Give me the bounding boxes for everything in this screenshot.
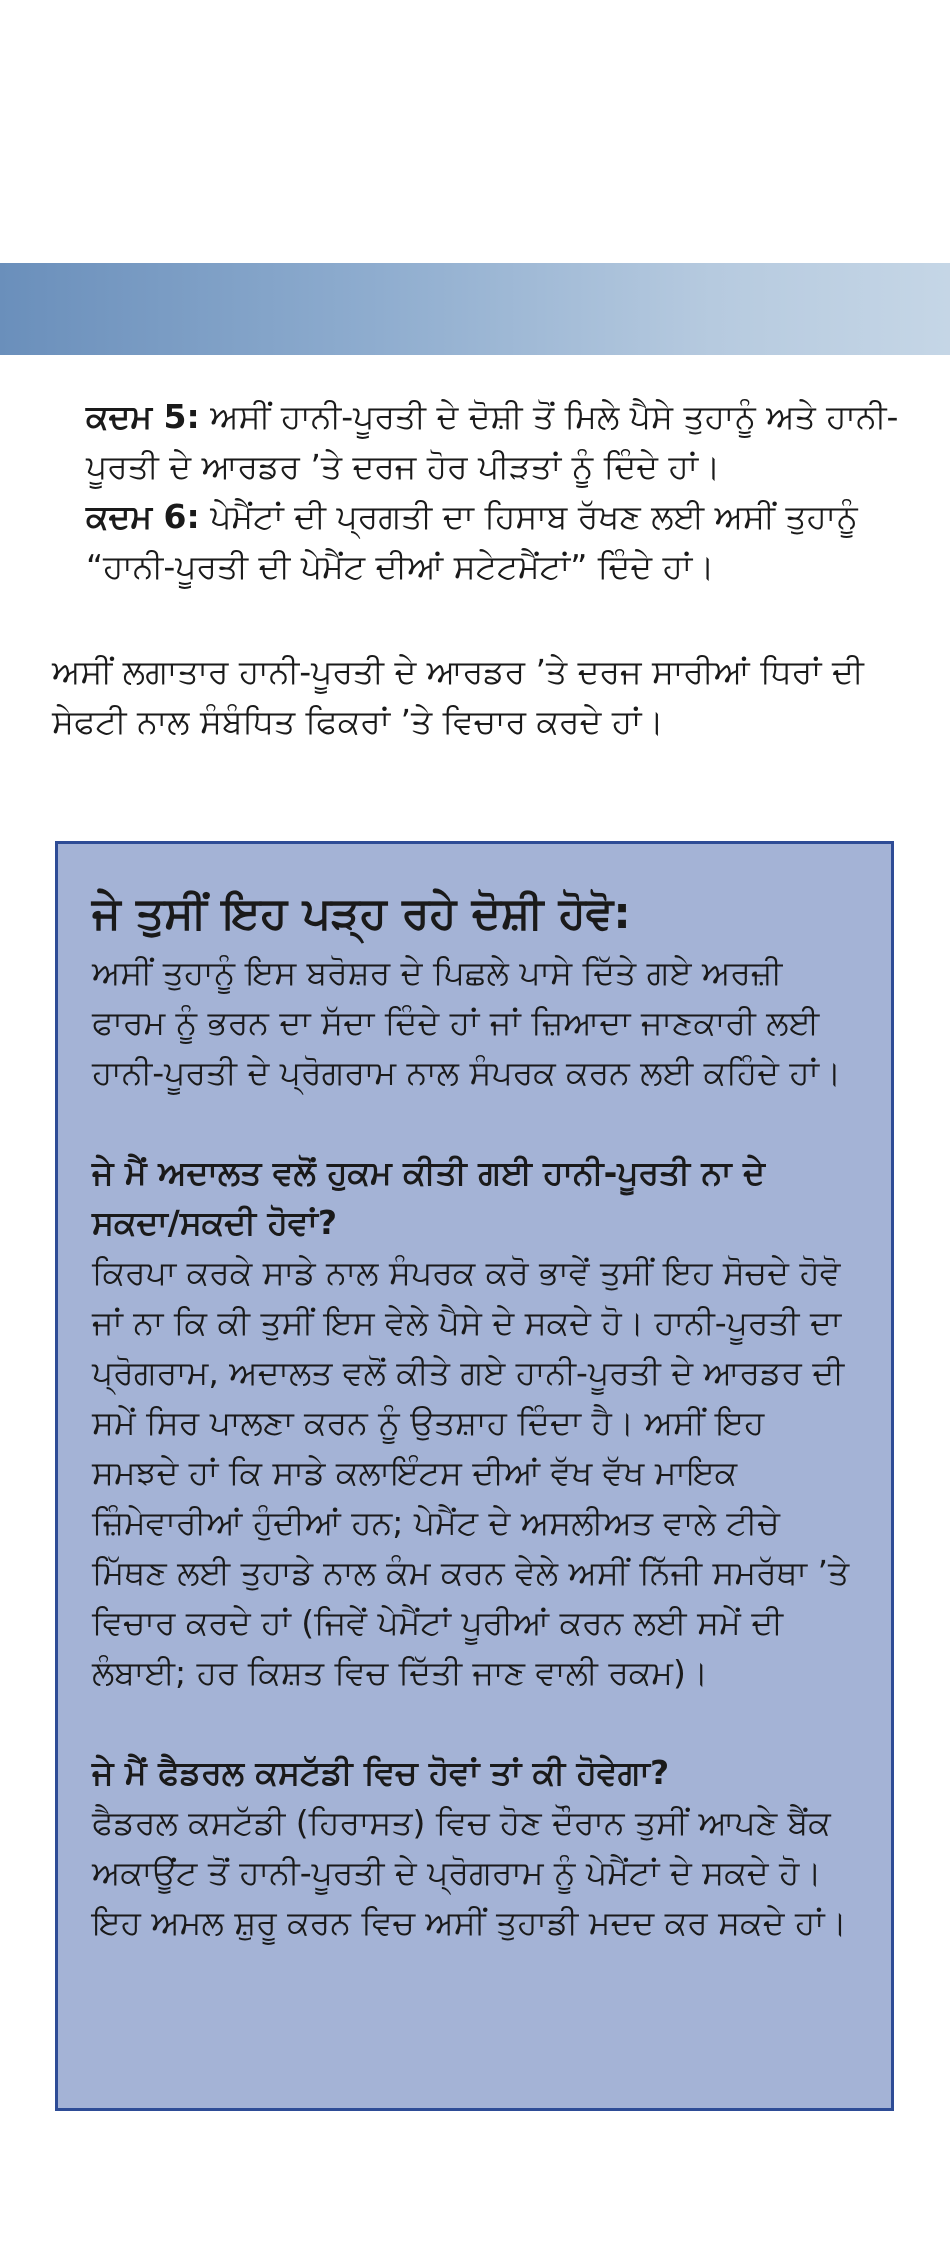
question-1-answer: ਕਿਰਪਾ ਕਰਕੇ ਸਾਡੇ ਨਾਲ ਸੰਪਰਕ ਕਰੋ ਭਾਵੇਂ ਤੁਸੀਂ ਇਹ ਸੋਚਦੇ ਹੋਵੋ ਜਾਂ ਨਾ ਕਿ ਕੀ ਤੁਸੀਂ ਇਸ ਵੇਲੇ ਪੈਸੇ ਦੇ ਸਕਦੇ ਹੋ। ਹਾਨੀ-ਪੂਰਤੀ ਦਾ ਪ੍ਰੋਗਰਾਮ, ਅਦਾਲਤ ਵਲੋਂ ਕੀਤੇ ਗਏ ਹਾਨੀ-ਪੂਰਤੀ ਦੇ ਆਰਡਰ ਦੀ ਸਮੇਂ ਸਿਰ ਪਾਲਣਾ ਕਰਨ ਨੂੰ ਉਤਸ਼ਾਹ ਦਿੰਦਾ ਹੈ। ਅਸੀਂ ਇਹ ਸਮਝਦੇ ਹਾਂ ਕਿ ਸਾਡੇ ਕਲਾਇੰਟਸ ਦੀਆਂ ਵੱਖ ਵੱਖ ਮਾਇਕ ਜ਼ਿੰਮੇਵਾਰੀਆਂ ਹੁੰਦੀਆਂ ਹਨ; ਪੇਮੈਂਟ ਦੇ ਅਸਲੀਅਤ ਵਾਲੇ ਟੀਚੇ ਮਿੱਥਣ ਲਈ ਤੁਹਾਡੇ ਨਾਲ ਕੰਮ ਕਰਨ ਵੇਲੇ ਅਸੀਂ ਨਿੱਜੀ ਸਮਰੱਥਾ ’ਤੇ ਵਿਚਾਰ ਕਰਦੇ ਹਾਂ (ਜਿਵੇਂ ਪੇਮੈਂਟਾਂ ਪੂਰੀਆਂ ਕਰਨ ਲਈ ਸਮੇਂ ਦੀ ਲੰਬਾਈ; ਹਰ ਕਿਸ਼ਤ ਵਿਚ ਦਿੱਤੀ ਜਾਣ ਵਾਲੀ ਰਕਮ)। <box>92 1253 850 1692</box>
box-title: ਜੇ ਤੁਸੀਂ ਇਹ ਪੜ੍ਹ ਰਹੇ ਦੋਸ਼ੀ ਹੋਵੋ: <box>92 888 631 939</box>
header-color-band <box>0 263 950 355</box>
question-2-heading: ਜੇ ਮੈਂ ਫੈਡਰਲ ਕਸਟੱਡੀ ਵਿਚ ਹੋਵਾਂ ਤਾਂ ਕੀ ਹੋਵੇਗਾ? <box>92 1753 670 1792</box>
step-5-label: ਕਦਮ 5: <box>86 397 200 436</box>
step-6-label: ਕਦਮ 6: <box>86 497 200 536</box>
offender-info-box <box>55 841 894 2111</box>
step-5 <box>86 392 906 492</box>
step-6 <box>86 492 906 592</box>
step-6-text: ਪੇਮੈਂਟਾਂ ਦੀ ਪ੍ਰਗਤੀ ਦਾ ਹਿਸਾਬ ਰੱਖਣ ਲਈ ਅਸੀਂ ਤੁਹਾਨੂੰ “ਹਾਨੀ-ਪੂਰਤੀ ਦੀ ਪੇਮੈਂਟ ਦੀਆਂ ਸਟੇਟਮੈਂਟਾਂ” ਦਿੰਦੇ ਹਾਂ। <box>86 497 858 586</box>
box-intro: ਅਸੀਂ ਤੁਹਾਨੂੰ ਇਸ ਬਰੋਸ਼ਰ ਦੇ ਪਿਛਲੇ ਪਾਸੇ ਦਿੱਤੇ ਗਏ ਅਰਜ਼ੀ ਫਾਰਮ ਨੂੰ ਭਰਨ ਦਾ ਸੱਦਾ ਦਿੰਦੇ ਹਾਂ ਜਾਂ ਜ਼ਿਆਦਾ ਜਾਣਕਾਰੀ ਲਈ ਹਾਨੀ-ਪੂਰਤੀ ਦੇ ਪ੍ਰੋਗਰਾਮ ਨਾਲ ਸੰਪਰਕ ਕਰਨ ਲਈ ਕਹਿੰਦੇ ਹਾਂ। <box>92 953 842 1092</box>
step-5-text: ਅਸੀਂ ਹਾਨੀ-ਪੂਰਤੀ ਦੇ ਦੋਸ਼ੀ ਤੋਂ ਮਿਲੇ ਪੈਸੇ ਤੁਹਾਨੂੰ ਅਤੇ ਹਾਨੀ-ਪੂਰਤੀ ਦੇ ਆਰਡਰ ’ਤੇ ਦਰਜ ਹੋਰ ਪੀੜਤਾਂ ਨੂੰ ਦਿੰਦੇ ਹਾਂ। <box>86 397 899 486</box>
question-1-heading: ਜੇ ਮੈਂ ਅਦਾਲਤ ਵਲੋਂ ਹੁਕਮ ਕੀਤੀ ਗਈ ਹਾਨੀ-ਪੂਰਤੀ ਨਾ ਦੇ ਸਕਦਾ/ਸਕਦੀ ਹੋਵਾਂ? <box>92 1153 765 1242</box>
safety-paragraph: ਅਸੀਂ ਲਗਾਤਾਰ ਹਾਨੀ-ਪੂਰਤੀ ਦੇ ਆਰਡਰ ’ਤੇ ਦਰਜ ਸਾਰੀਆਂ ਧਿਰਾਂ ਦੀ ਸੇਫਟੀ ਨਾਲ ਸੰਬੰਧਿਤ ਫਿਕਰਾਂ ’ਤੇ ਵਿਚਾਰ ਕਰਦੇ ਹਾਂ। <box>52 652 864 741</box>
question-2-answer: ਫੈਡਰਲ ਕਸਟੱਡੀ (ਹਿਰਾਸਤ) ਵਿਚ ਹੋਣ ਦੌਰਾਨ ਤੁਸੀਂ ਆਪਣੇ ਬੈਂਕ ਅਕਾਊਂਟ ਤੋਂ ਹਾਨੀ-ਪੂਰਤੀ ਦੇ ਪ੍ਰੋਗਰਾਮ ਨੂੰ ਪੇਮੈਂਟਾਂ ਦੇ ਸਕਦੇ ਹੋ। ਇਹ ਅਮਲ ਸ਼ੁਰੂ ਕਰਨ ਵਿਚ ਅਸੀਂ ਤੁਹਾਡੀ ਮਦਦ ਕਰ ਸਕਦੇ ਹਾਂ। <box>92 1803 847 1942</box>
steps-section <box>86 392 906 592</box>
